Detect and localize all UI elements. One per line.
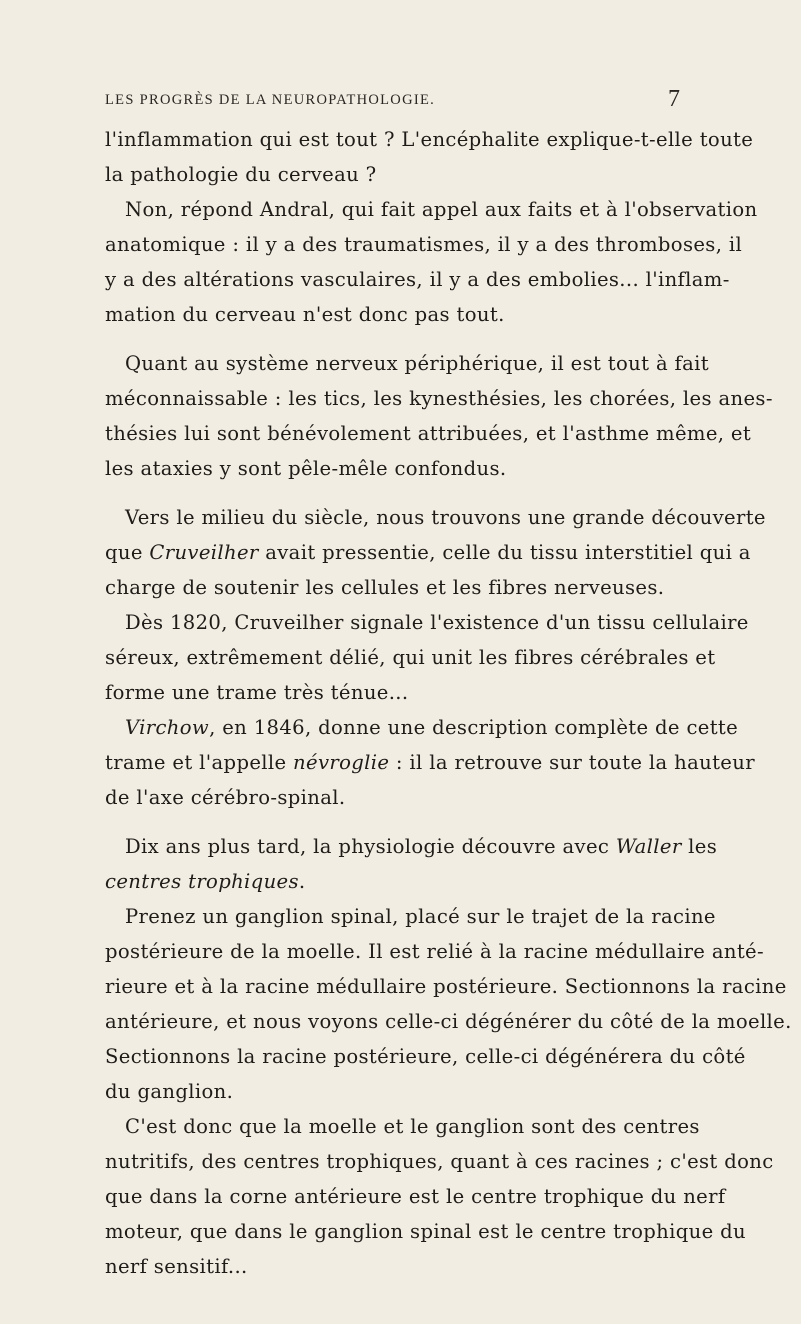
text-line: Non, répond Andral, qui fait appel aux faits et à l'observation (125, 198, 758, 221)
text-line: moteur, que dans le ganglion spinal est le centre trophique du (105, 1220, 746, 1243)
text-line: Sectionnons la racine postérieure, celle-ci dégénérera du côté (105, 1045, 746, 1068)
page-header (105, 86, 680, 116)
text-line: méconnaissable : les tics, les kynesthésies, les chorées, les anes- (105, 387, 773, 410)
text-line: C'est donc que la moelle et le ganglion sont des centres (125, 1115, 700, 1138)
text-line: postérieure de la moelle. Il est relié à la racine médullaire anté- (105, 940, 764, 963)
text-line: nutritifs, des centres trophiques, quant à ces racines ; c'est donc (105, 1150, 774, 1173)
text-line: Dix ans plus tard, la physiologie découvre avec Waller les (125, 835, 718, 858)
paragraph-gap (105, 332, 697, 346)
paragraph-gap (105, 815, 697, 829)
text-line: trame et l'appelle névroglie : il la retrouve sur toute la hauteur (105, 751, 755, 774)
text-line: Quant au système nerveux périphérique, il est tout à fait (125, 352, 710, 375)
text-line: charge de soutenir les cellules et les fibres nerveuses. (105, 576, 665, 599)
text-line: antérieure, et nous voyons celle-ci dégénérer du côté de la moelle. (105, 1010, 792, 1033)
text-line: mation du cerveau n'est donc pas tout. (105, 303, 505, 326)
text-line: l'inflammation qui est tout ? L'encéphalite explique-t-elle toute (105, 128, 754, 151)
body-text (105, 122, 792, 1284)
text-line: Virchow, en 1846, donne une description complète de cette (125, 716, 739, 739)
text-line: thésies lui sont bénévolement attribuées, et l'asthme même, et (105, 422, 752, 445)
text-line: Dès 1820, Cruveilher signale l'existence d'un tissu cellulaire (125, 611, 749, 634)
text-line: les ataxies y sont pêle-mêle confondus. (105, 457, 507, 480)
text-line: séreux, extrêmement délié, qui unit les fibres cérébrales et (105, 646, 716, 669)
text-line: que Cruveilher avait pressentie, celle du tissu interstitiel qui a (105, 541, 751, 564)
text-line: que dans la corne antérieure est le centre trophique du nerf (105, 1185, 726, 1208)
paragraph-gap (105, 486, 697, 500)
text-line: rieure et à la racine médullaire postérieure. Sectionnons la racine (105, 975, 787, 998)
text-line: nerf sensitif... (105, 1255, 248, 1278)
running-head: LES PROGRÈS DE LA NEUROPATHOLOGIE. (105, 92, 436, 108)
text-line: anatomique : il y a des traumatismes, il y a des thromboses, il (105, 233, 743, 256)
text-line: du ganglion. (105, 1080, 234, 1103)
text-line: forme une trame très ténue... (105, 681, 409, 704)
text-line: la pathologie du cerveau ? (105, 163, 377, 186)
text-line: centres trophiques. (105, 870, 306, 893)
page-number: 7 (668, 86, 680, 112)
text-line: Prenez un ganglion spinal, placé sur le trajet de la racine (125, 905, 716, 928)
text-line: y a des altérations vasculaires, il y a des embolies... l'inflam- (105, 268, 730, 291)
text-line: de l'axe cérébro-spinal. (105, 786, 346, 809)
text-line: Vers le milieu du siècle, nous trouvons une grande découverte (125, 506, 766, 529)
